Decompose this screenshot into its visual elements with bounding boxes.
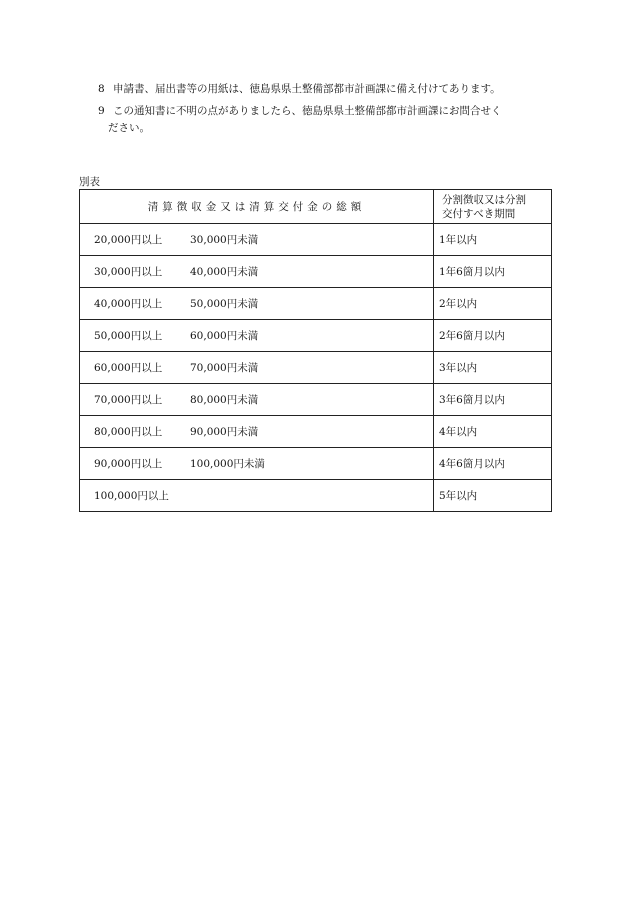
amount-upper-bound: 50,000円未満 (190, 298, 259, 310)
table-row (80, 224, 552, 256)
header-total-amount: 清算徴収金又は清算交付金の総額 (80, 190, 434, 224)
amount-range-cell (80, 416, 434, 448)
installment-period-cell: 3年以内 (434, 352, 552, 384)
amount-upper-bound: 30,000円未満 (190, 234, 259, 246)
installment-period-cell: 4年6箇月以内 (434, 448, 552, 480)
note-continuation: ださい。 (108, 122, 150, 134)
amount-range-cell (80, 320, 434, 352)
installment-period-cell: 4年以内 (434, 416, 552, 448)
amount-lower-bound: 40,000円以上 (94, 298, 163, 310)
note-item (98, 78, 568, 100)
table-header-row (80, 190, 552, 224)
amount-range-cell (80, 224, 434, 256)
installment-period-cell: 1年6箇月以内 (434, 256, 552, 288)
table-row (80, 320, 552, 352)
amount-lower-bound: 20,000円以上 (94, 234, 163, 246)
table-row (80, 384, 552, 416)
amount-range-cell (80, 448, 434, 480)
installment-period-cell: 2年6箇月以内 (434, 320, 552, 352)
table-caption: 別表 (79, 176, 100, 188)
amount-upper-bound: 60,000円未満 (190, 330, 259, 342)
note-number: 8 (98, 83, 105, 95)
header-period-line1: 分割徴収又は分割 (442, 193, 526, 206)
table-row (80, 448, 552, 480)
note-text: 申請書、届出書等の用紙は、徳島県県土整備部都市計画課に備え付けてあります。 (113, 83, 501, 95)
header-period-line2: 交付すべき期間 (442, 207, 516, 220)
note-item (98, 100, 568, 122)
header-installment-period (434, 190, 552, 224)
table-row (80, 288, 552, 320)
installment-period-cell: 1年以内 (434, 224, 552, 256)
amount-upper-bound: 80,000円未満 (190, 394, 259, 406)
note-text: この通知書に不明の点がありましたら、徳島県県土整備部都市計画課にお問合せく (113, 105, 502, 117)
note-number: 9 (98, 105, 105, 117)
notes-list (98, 78, 568, 137)
amount-lower-bound: 60,000円以上 (94, 362, 163, 374)
amount-range-cell (80, 256, 434, 288)
amount-range-cell (80, 384, 434, 416)
installment-period-cell: 5年以内 (434, 480, 552, 512)
amount-lower-bound: 80,000円以上 (94, 426, 163, 438)
amount-lower-bound: 90,000円以上 (94, 458, 163, 470)
amount-range-cell (80, 288, 434, 320)
table-row (80, 352, 552, 384)
installment-period-table (79, 189, 552, 512)
amount-lower-bound: 30,000円以上 (94, 266, 163, 278)
amount-lower-bound: 100,000円以上 (94, 490, 169, 502)
amount-range-cell (80, 480, 434, 512)
table-row (80, 416, 552, 448)
amount-lower-bound: 70,000円以上 (94, 394, 163, 406)
table-row (80, 480, 552, 512)
amount-upper-bound: 40,000円未満 (190, 266, 259, 278)
table-row (80, 256, 552, 288)
amount-upper-bound: 100,000円未満 (190, 458, 265, 470)
amount-lower-bound: 50,000円以上 (94, 330, 163, 342)
installment-period-cell: 3年6箇月以内 (434, 384, 552, 416)
installment-period-cell: 2年以内 (434, 288, 552, 320)
amount-range-cell (80, 352, 434, 384)
amount-upper-bound: 90,000円未満 (190, 426, 259, 438)
amount-upper-bound: 70,000円未満 (190, 362, 259, 374)
